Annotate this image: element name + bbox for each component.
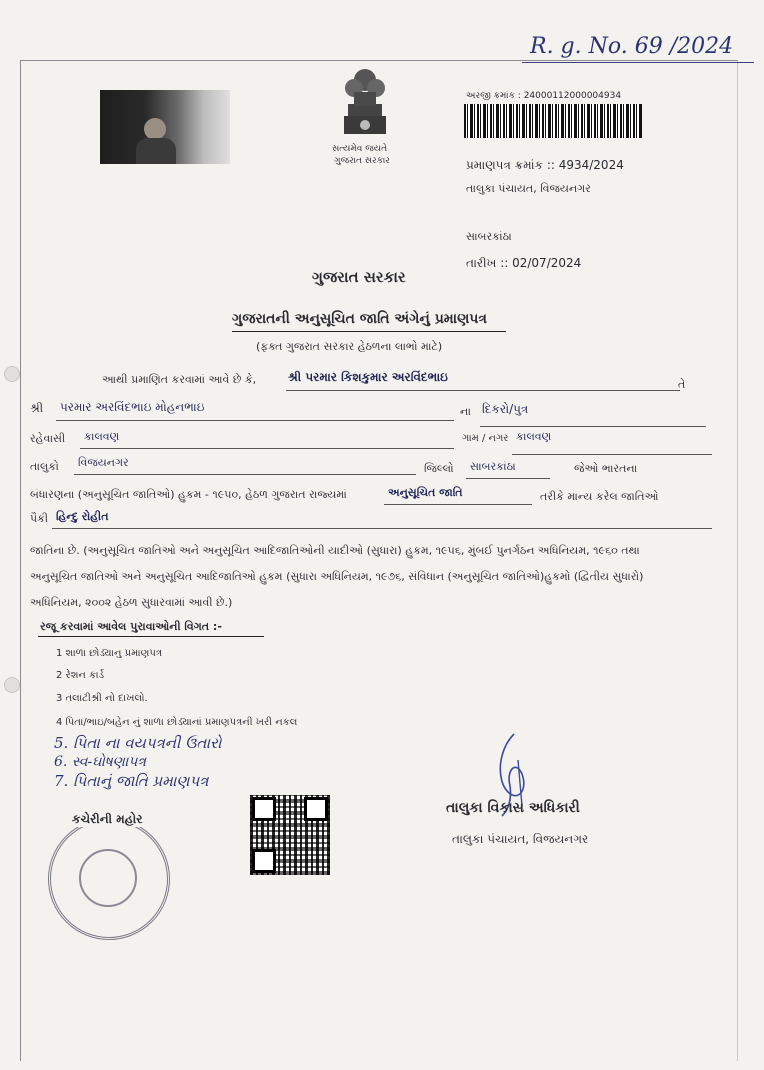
resident-label: રહેવાસી: [30, 432, 66, 445]
category-value: અનુસૂચિત જાતિ: [388, 486, 463, 499]
father-line: [56, 420, 454, 421]
resident-value: કાલવણ: [84, 430, 120, 443]
legal-paragraph-1: જાતિના છે. (અનુસૂચિત જાતિઓ અને અનુસૂચિત આદિજાતિઓની યાદીઓ (સુધારા) હુકમ, ૧૯૫૬, મુંબઈ પુનર્ગઠન અધિનિયમ, ૧૯૬૦ તથા: [30, 544, 640, 557]
office-seal: [48, 818, 170, 940]
village-line: [512, 454, 712, 455]
applicant-photo: [100, 90, 230, 164]
national-emblem-icon: [330, 58, 400, 154]
line5-suffix: તરીકે માન્ય કરેલ જાતિઓ: [540, 490, 659, 503]
certify-text: આથી પ્રમાણિત કરવામાં આવે છે કે,: [102, 373, 257, 386]
handwritten-doc-7: 7. પિતાનું જાતિ પ્રમાણપત્ર: [54, 772, 209, 790]
punch-hole-bottom: [4, 677, 20, 693]
documents-heading-underline: [38, 636, 264, 637]
doc-item-1: 1 શાળા છોડ્યાનુ પ્રમાણપત્ર: [56, 648, 162, 659]
village-value: કાલવણ: [516, 430, 552, 443]
title-underline: [232, 331, 506, 332]
caste-value: હિન્દુ રોહીત: [56, 510, 109, 523]
doc-item-3: 3 તલાટીશ્રી નો દાખલો.: [56, 693, 148, 704]
certificate-subtitle: (ફક્ત ગુજરાત સરકાર હેઠળના લાભો માટે): [256, 340, 443, 353]
application-number: અરજી ક્રમાંક : 24000112000004934: [466, 91, 622, 101]
issue-date: તારીખ :: 02/07/2024: [466, 256, 582, 270]
punch-hole-top: [4, 366, 20, 382]
qr-code: [250, 795, 330, 875]
caste-line: [52, 528, 712, 529]
legal-paragraph-3: અધિનિયમ, ૨૦૦૨ હેઠળ સુધારવામાં આવી છે.): [30, 596, 233, 609]
certificate-title: ગુજરાતની અનુસૂચિત જાતિ અંગેનું પ્રમાણપત્ર: [232, 311, 488, 327]
reg-underline: [522, 62, 754, 63]
emblem-motto: સત્યમેવ જયતે: [332, 144, 388, 154]
district-line: [466, 478, 550, 479]
father-name: પરમાર અરવિંદભાઇ મોહનભાઇ: [60, 400, 205, 414]
office-stamp-label: કચેરીની મહોર: [72, 812, 143, 826]
taluka-line: [74, 474, 416, 475]
name-line: [286, 390, 680, 391]
applicant-name: શ્રી પરમાર કિશકુમાર અરવિંદભાઇ: [288, 370, 448, 384]
officer-designation: તાલુકા વિકાસ અધિકારી: [446, 800, 580, 816]
govt-title: ગુજરાત સરકાર: [312, 268, 406, 286]
line1-suffix: તે: [678, 378, 686, 391]
relation-line: [480, 426, 706, 427]
registration-number: R. g. No. 69 /2024: [530, 34, 734, 59]
doc-item-2: 2 રેશન કાર્ડ: [56, 670, 105, 681]
district-header: સાબરકાંઠા: [466, 230, 512, 243]
officer-office: તાલુકા પંચાયત, વિજયનગર: [452, 832, 589, 846]
issuing-office: તાલુકા પંચાયત, વિજયનગર: [466, 182, 591, 195]
line4-suffix: જેઓ ભારતના: [574, 462, 638, 475]
barcode: [464, 104, 642, 138]
taluka-value: વિજયનગર: [78, 456, 129, 469]
category-line: [384, 504, 532, 505]
taluka-label: તાલુકો: [30, 460, 59, 473]
resident-line: [80, 448, 454, 449]
village-label: ગામ / નગર: [462, 433, 509, 444]
na-text: ના: [460, 405, 471, 418]
handwritten-doc-6: 6. સ્વ-ઘોષણાપત્ર: [54, 754, 146, 770]
legal-paragraph-2: અનુસૂચિત જાતિઓ અને અનુસૂચિત આદિજાતિઓ હુકમ (સુધારા અધિનિયમ, ૧૯૭૬, સંવિધાન (અનુસૂચિત જાતિઓ)હુકમો (દ્વિતીય સુધારો): [30, 570, 644, 583]
among-label: પૈકી: [30, 512, 49, 525]
doc-item-4: 4 પિતા/ભાઇ/બહેન નું શાળા છોડ્યાનાં પ્રમાણપત્રની ખરી નકલ: [56, 717, 298, 728]
documents-heading: રજૂ કરવામાં આવેલ પુરાવાઓની વિગત :-: [40, 620, 222, 633]
handwritten-doc-5: 5. પિતા ના વયપત્રની ઉતારો: [54, 734, 222, 752]
certificate-number: પ્રમાણપત્ર ક્રમાંક :: 4934/2024: [466, 158, 624, 172]
constitution-order-text: બંધારણના (અનુસૂચિત જાતિઓ) હુકમ - ૧૯૫૦, હેઠળ ગુજરાત રાજ્યમાં: [30, 488, 347, 501]
district-label: જિલ્લો: [424, 462, 454, 475]
shri-prefix: શ્રી: [30, 401, 44, 415]
district-value: સાબરકાંઠા: [470, 460, 516, 473]
emblem-govt: ગુજરાત સરકાર: [334, 156, 390, 166]
relation: દિકરો/પુત્ર: [482, 402, 529, 416]
